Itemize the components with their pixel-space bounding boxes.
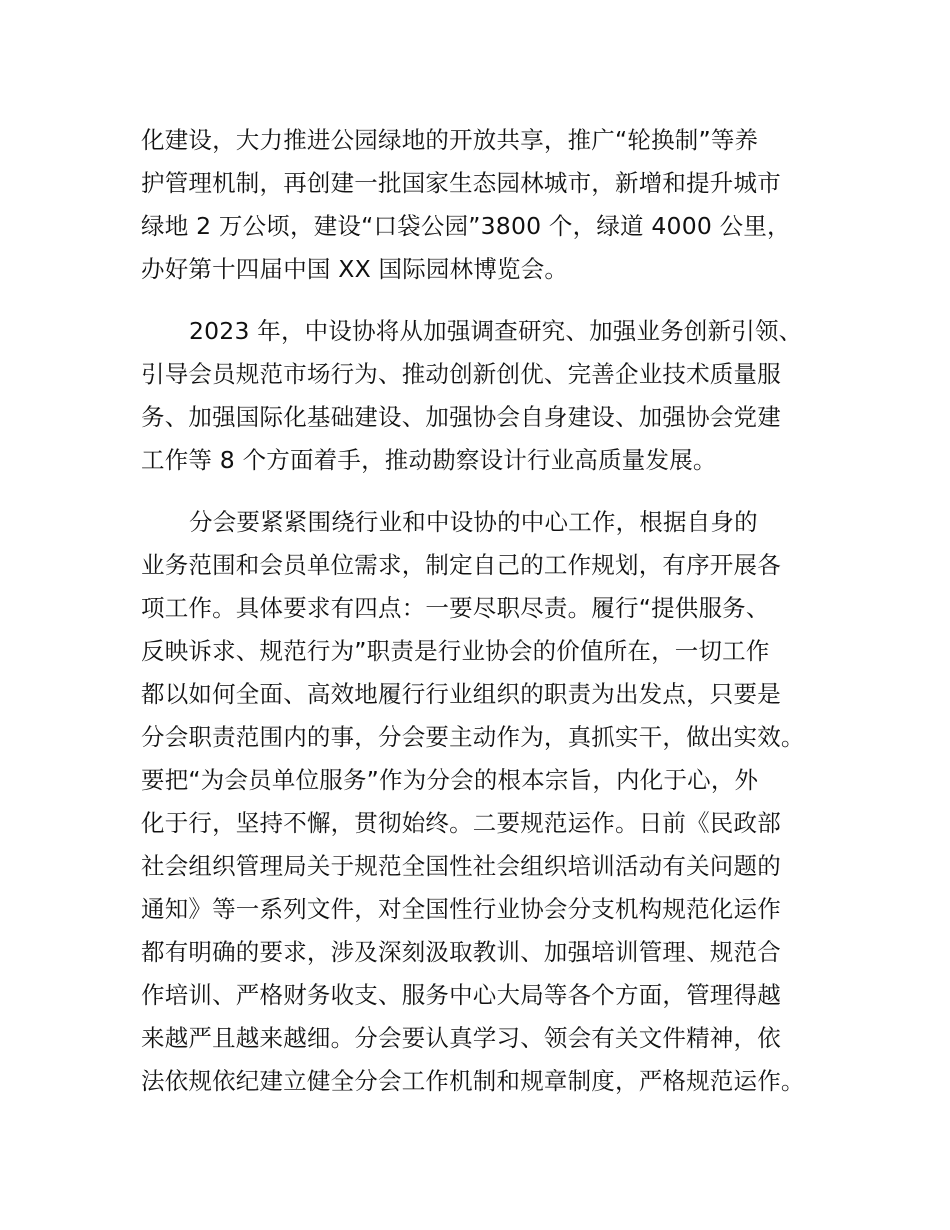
- text-line: 法依规依纪建立健全分会工作机制和规章制度，严格规范运作。: [141, 1067, 805, 1095]
- text-line: 社会组织管理局关于规范全国性社会组织培训活动有关问题的: [141, 852, 781, 880]
- text-line: 绿地 2 万公顷，建设“口袋公园”3800 个，绿道 4000 公里，: [141, 212, 791, 240]
- text-line: 来越严且越来越细。分会要认真学习、领会有关文件精神，依: [141, 1024, 781, 1052]
- text-line: 引导会员规范市场行为、推动创新创优、完善企业技术质量服: [141, 360, 781, 388]
- text-line: 化于行，坚持不懈，贯彻始终。二要规范运作。日前《民政部: [141, 809, 781, 837]
- text-line: 工作等 8 个方面着手，推动勘察设计行业高质量发展。: [141, 446, 717, 474]
- text-line: 都以如何全面、高效地履行行业组织的职责为出发点，只要是: [141, 680, 781, 708]
- text-line: 业务范围和会员单位需求，制定自己的工作规划，有序开展各: [141, 551, 781, 579]
- text-line: 务、加强国际化基础建设、加强协会自身建设、加强协会党建: [141, 403, 781, 431]
- text-line: 项工作。具体要求有四点：一要尽职尽责。履行“提供服务、: [141, 594, 770, 622]
- text-line: 分会职责范围内的事，分会要主动作为，真抓实干，做出实效。: [141, 723, 805, 751]
- text-line: 要把“为会员单位服务”作为分会的根本宗旨，内化于心，外: [141, 766, 759, 794]
- text-line: 通知》等一系列文件，对全国性行业协会分支机构规范化运作: [141, 895, 781, 923]
- text-line: 护管理机制，再创建一批国家生态园林城市，新增和提升城市: [141, 169, 781, 197]
- text-line: 分会要紧紧围绕行业和中设协的中心工作，根据自身的: [189, 508, 758, 536]
- text-line: 反映诉求、规范行为”职责是行业协会的价值所在，一切工作: [141, 637, 770, 665]
- text-line: 作培训、严格财务收支、服务中心大局等各个方面，管理得越: [141, 981, 781, 1009]
- text-line: 2023 年，中设协将从加强调查研究、加强业务创新引领、: [189, 317, 803, 345]
- text-line: 化建设，大力推进公园绿地的开放共享，推广“轮换制”等养: [141, 126, 759, 154]
- text-line: 都有明确的要求，涉及深刻汲取教训、加强培训管理、规范合: [141, 938, 781, 966]
- text-line: 办好第十四届中国 XX 国际园林博览会。: [141, 255, 569, 283]
